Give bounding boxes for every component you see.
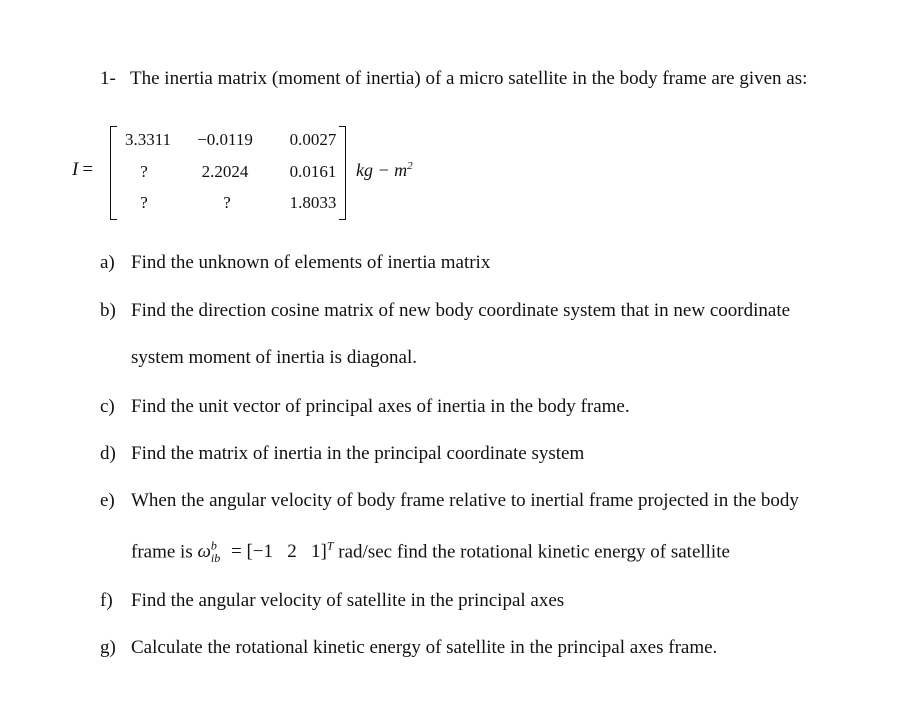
- matrix-equals-sign: =: [82, 159, 94, 180]
- matrix-right-bracket: [339, 126, 346, 220]
- question-text: Find the angular velocity of satellite in the principal axes: [131, 590, 565, 611]
- question-e-suffix: rad/sec find the rotational kinetic energy of satellite: [338, 541, 730, 563]
- angular-velocity-symbol: [197, 539, 221, 566]
- question-label: g): [100, 637, 116, 658]
- question-text: Calculate the rotational kinetic energy of satellite in the principal axes frame.: [131, 637, 718, 658]
- matrix-cell-r3c3: 1.8033: [289, 193, 337, 212]
- question-g: [100, 637, 717, 659]
- angular-velocity-vector: [231, 541, 334, 562]
- question-e: [100, 490, 799, 512]
- question-text: Find the matrix of inertia in the principal coordinate system: [131, 443, 585, 464]
- inertia-matrix-equation: [72, 124, 512, 224]
- question-d: [100, 443, 584, 465]
- matrix-cell-r2c2: 2.2024: [201, 162, 249, 181]
- problem-number: 1-: [100, 68, 116, 89]
- vector-value: = [−1 2 1]: [231, 541, 327, 563]
- question-text: Find the unknown of elements of inertia matrix: [131, 252, 491, 273]
- question-b-continuation: system moment of inertia is diagonal.: [131, 347, 418, 368]
- matrix-unit-exponent: 2: [407, 160, 413, 172]
- matrix-cell-r2c3: 0.0161: [289, 162, 337, 181]
- problem-heading: [100, 68, 807, 90]
- question-text: Find the direction cosine matrix of new body coordinate system that in new coordinate: [131, 300, 791, 321]
- matrix-cell-r1c1: 3.3311: [124, 130, 172, 149]
- omega-superscript: b: [210, 539, 217, 553]
- question-a: [100, 252, 490, 274]
- question-e-prefix: frame is: [131, 541, 193, 563]
- question-e-continuation: [131, 539, 730, 566]
- matrix-unit-base: kg − m: [356, 160, 408, 180]
- matrix-unit: [356, 160, 413, 181]
- matrix-symbol-letter: I: [72, 159, 79, 180]
- question-label: f): [100, 590, 113, 611]
- question-label: e): [100, 490, 115, 511]
- transpose-superscript: T: [326, 539, 334, 553]
- question-label: b): [100, 300, 116, 321]
- question-label: c): [100, 396, 115, 417]
- question-f: [100, 590, 564, 612]
- matrix-cell-r3c2: ?: [223, 193, 231, 212]
- omega-subscript: ib: [210, 551, 221, 566]
- question-text: When the angular velocity of body frame relative to inertial frame projected in the body: [131, 490, 799, 511]
- question-text: Find the unit vector of principal axes of inertia in the body frame.: [131, 396, 630, 417]
- question-label: d): [100, 443, 116, 464]
- matrix-cell-r3c1: ?: [140, 193, 148, 212]
- matrix-cell-r1c3: 0.0027: [289, 130, 337, 149]
- matrix-left-bracket: [110, 126, 117, 220]
- matrix-symbol: [72, 159, 93, 181]
- matrix-cell-r2c1: ?: [140, 162, 148, 181]
- question-label: a): [100, 252, 115, 273]
- problem-statement: The inertia matrix (moment of inertia) of a micro satellite in the body frame are given as:: [130, 68, 808, 89]
- question-c: [100, 396, 630, 418]
- omega-letter: ω: [197, 541, 211, 563]
- matrix-cell-r1c2: −0.0119: [197, 130, 253, 149]
- question-b: [100, 300, 790, 322]
